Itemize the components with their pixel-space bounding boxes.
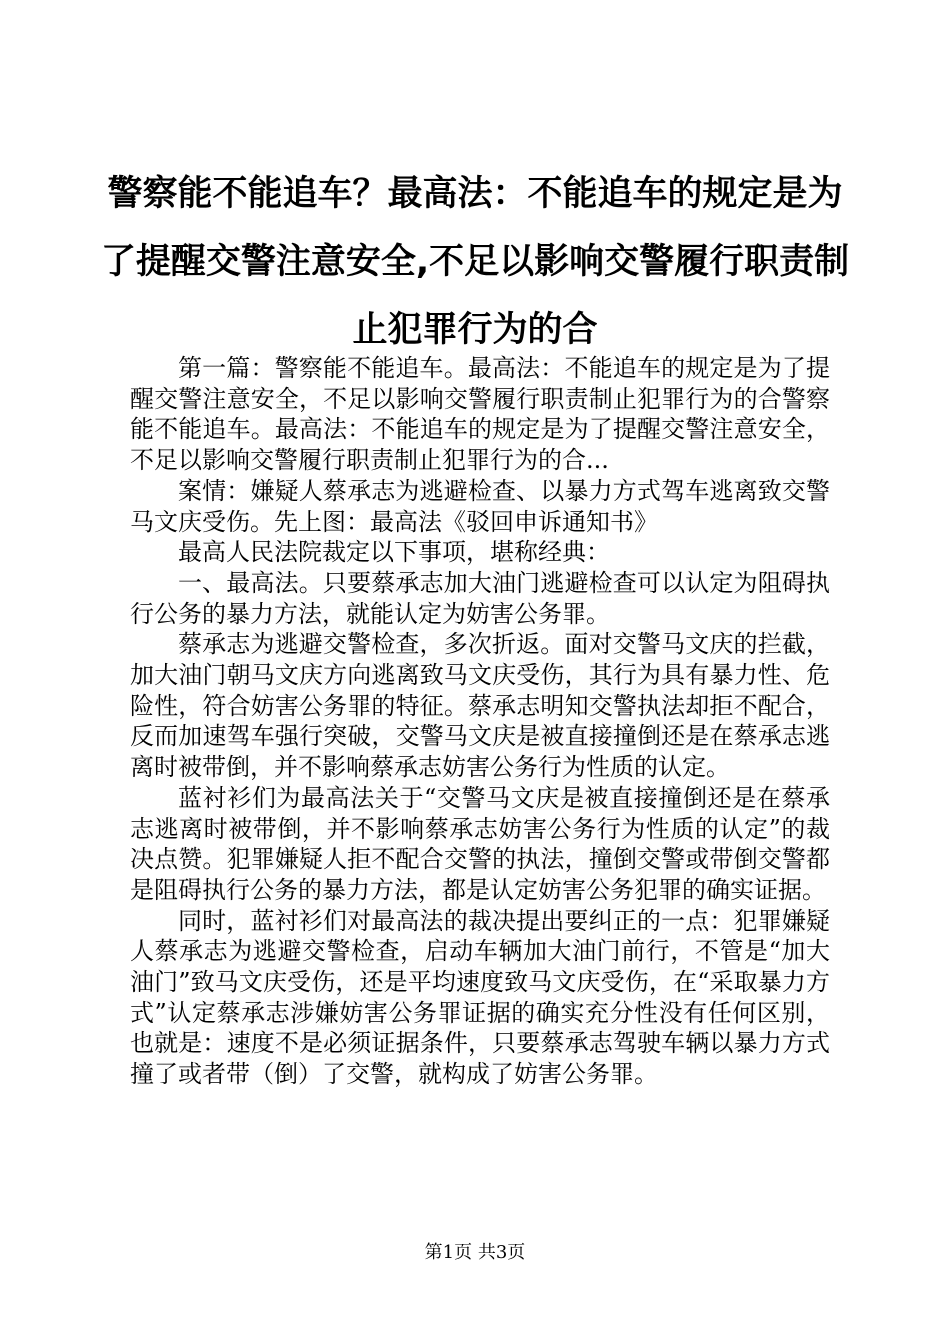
- document-title: 警察能不能追车？最高法：不能追车的规定是为了提醒交警注意安全,不足以影响交警履行职责制止犯罪行为的合: [100, 174, 850, 350]
- paragraph-correction: 同时，蓝衬衫们对最高法的裁决提出要纠正的一点：犯罪嫌疑人蔡承志为逃避交警检查，启动车辆加大油门前行，不管是“加大油门”致马文庆受伤，还是平均速度致马文庆受伤，在“采取暴力方式”认定蔡承志涉嫌妨害公务罪证据的确实充分性没有任何区别，也就是：速度不是必须证据条件，只要蔡承志驾驶车辆以暴力方式撞了或者带（倒）了交警，就构成了妨害公务罪。: [130, 906, 830, 1089]
- paragraph-comment: 蓝衬衫们为最高法关于“交警马文庆是被直接撞倒还是在蔡承志逃离时被带倒，并不影响蔡承志妨害公务行为性质的认定”的裁决点赞。犯罪嫌疑人拒不配合交警的执法，撞倒交警或带倒交警都是阻碍执行公务的暴力方法，都是认定妨害公务犯罪的确实证据。: [130, 783, 830, 904]
- document-body: [130, 353, 830, 1090]
- paragraph-point-one: 一、最高法。只要蔡承志加大油门逃避检查可以认定为阻碍执行公务的暴力方法，就能认定为妨害公务罪。: [130, 568, 830, 628]
- paragraph-intro: 第一篇：警察能不能追车。最高法：不能追车的规定是为了提醒交警注意安全，不足以影响交警履行职责制止犯罪行为的合警察能不能追车。最高法：不能追车的规定是为了提醒交警注意安全，不足以影响交警履行职责制止犯罪行为的合...: [130, 354, 830, 475]
- page-number-footer: 第1页 共3页: [424, 1242, 526, 1263]
- paragraph-analysis: 蔡承志为逃避交警检查，多次折返。面对交警马文庆的拦截，加大油门朝马文庆方向逃离致马文庆受伤，其行为具有暴力性、危险性，符合妨害公务罪的特征。蔡承志明知交警执法却拒不配合，反而加速驾车强行突破，交警马文庆是被直接撞倒还是在蔡承志逃离时被带倒，并不影响蔡承志妨害公务行为性质的认定。: [130, 630, 830, 782]
- paragraph-case: 案情：嫌疑人蔡承志为逃避检查、以暴力方式驾车逃离致交警马文庆受伤。先上图：最高法《驳回申诉通知书》: [130, 476, 830, 536]
- paragraph-ruling-intro: 最高人民法院裁定以下事项，堪称经典：: [178, 538, 610, 567]
